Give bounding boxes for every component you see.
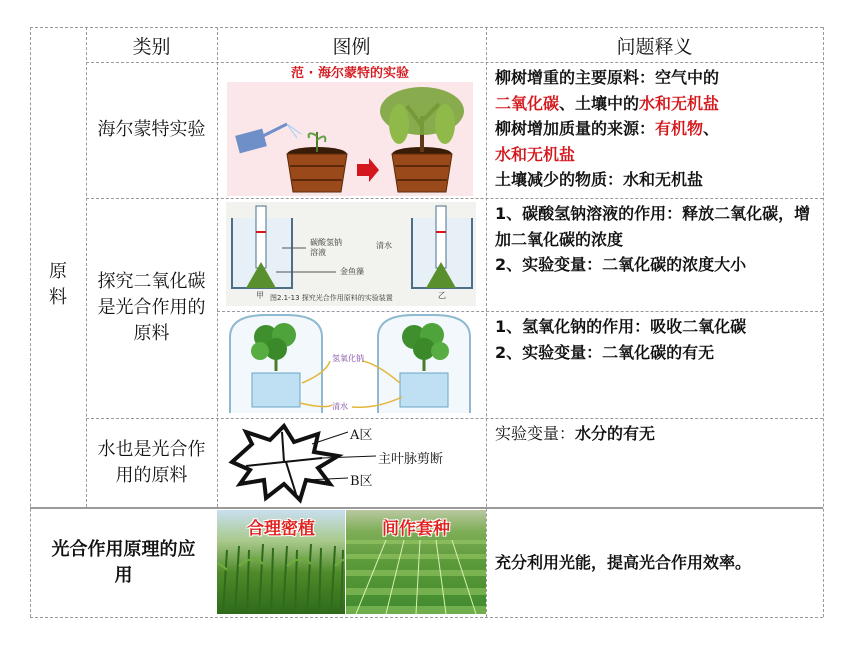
naoh-illustration: [226, 313, 476, 415]
table-border-bottom: [30, 617, 823, 618]
row1-explanation: [487, 63, 823, 198]
explanation-text: 、: [703, 119, 720, 138]
highlight-water-salt: 水和无机盐: [495, 144, 576, 164]
label-nahco3: 碳酸氢钠 溶液: [310, 238, 342, 257]
row3-explanation: 1、氢氧化钠的作用：吸收二氧化碳 2、实验变量：二氧化碳的有无: [495, 317, 747, 362]
intercropping-photo: [346, 510, 486, 614]
highlight-water-salt: 水和无机盐: [639, 93, 720, 113]
label-main-vein-cut: 主叶脉剪断: [378, 452, 444, 467]
label-jia: 甲: [256, 291, 264, 300]
label-zone-a: A区: [350, 428, 373, 443]
figure-title: 范 · 海尔蒙特的实验: [227, 66, 473, 82]
dense-planting-photo: [217, 510, 345, 614]
explanation-text: 实验变量：: [495, 424, 576, 443]
photo-label-dense-planting: 合理密植: [247, 519, 315, 539]
label-zone-b: B区: [350, 474, 373, 489]
naoh-experiment-figure: [226, 313, 476, 415]
helmont-illustration: [227, 66, 473, 196]
arrow-icon: [357, 158, 379, 182]
application-category: 光合作用原理的应用: [51, 539, 196, 586]
explanation-line: 柳树增重的主要原料：空气中的: [495, 68, 720, 87]
explanation-text: 、土壤中的: [559, 93, 640, 113]
highlight-co2: 二氧化碳: [495, 93, 560, 113]
label-yi: 乙: [438, 291, 446, 300]
explanation-line: [495, 91, 823, 117]
pot-right-willow-icon: [380, 87, 464, 192]
explanation-text: 柳树增加质量的来源：: [495, 119, 656, 138]
header-explanation: 问题释义: [616, 35, 693, 58]
explanation-text: 水分的有无: [575, 424, 656, 443]
group-label-raw-material: 原 料: [49, 260, 67, 308]
row2-explanation: 1、碳酸氢钠溶液的作用：释放二氧化碳，增加二氧化碳的浓度 2、实验变量：二氧化碳的浓度大小: [495, 204, 811, 274]
table-border-right: [823, 27, 824, 617]
leaf-experiment-figure: [226, 422, 476, 504]
explanation-line: 土壤减少的物质：水和无机盐: [495, 170, 704, 189]
pot-left-icon: [287, 132, 347, 192]
row4-explanation: [487, 419, 823, 507]
label-naoh: 氢氧化钠: [332, 354, 364, 363]
watering-can-icon: [235, 124, 301, 153]
photo-label-intercropping: 间作套种: [382, 519, 450, 539]
row4-category: 水也是光合作用的原料: [97, 438, 206, 486]
row2-category: 探究二氧化碳是光合作用的原料: [97, 271, 206, 344]
helmont-experiment-figure: [227, 66, 473, 196]
col-divider: [217, 27, 218, 507]
explanation-line: [495, 116, 823, 142]
figure-caption: 图2.1-13 探究光合作用原料的实验装置: [270, 294, 393, 302]
label-hornwort: 金鱼藻: [340, 267, 364, 276]
header-category: 类别: [132, 35, 171, 58]
label-clear-water: 清水: [332, 402, 348, 411]
header-figure: 图例: [332, 35, 371, 58]
nahco3-experiment-figure: [226, 202, 476, 306]
label-clear-water: 清水: [376, 241, 392, 250]
row1-category: 海尔蒙特实验: [97, 119, 206, 140]
application-explanation: 充分利用光能，提高光合作用效率。: [495, 553, 752, 573]
highlight-organic: 有机物: [655, 119, 704, 138]
